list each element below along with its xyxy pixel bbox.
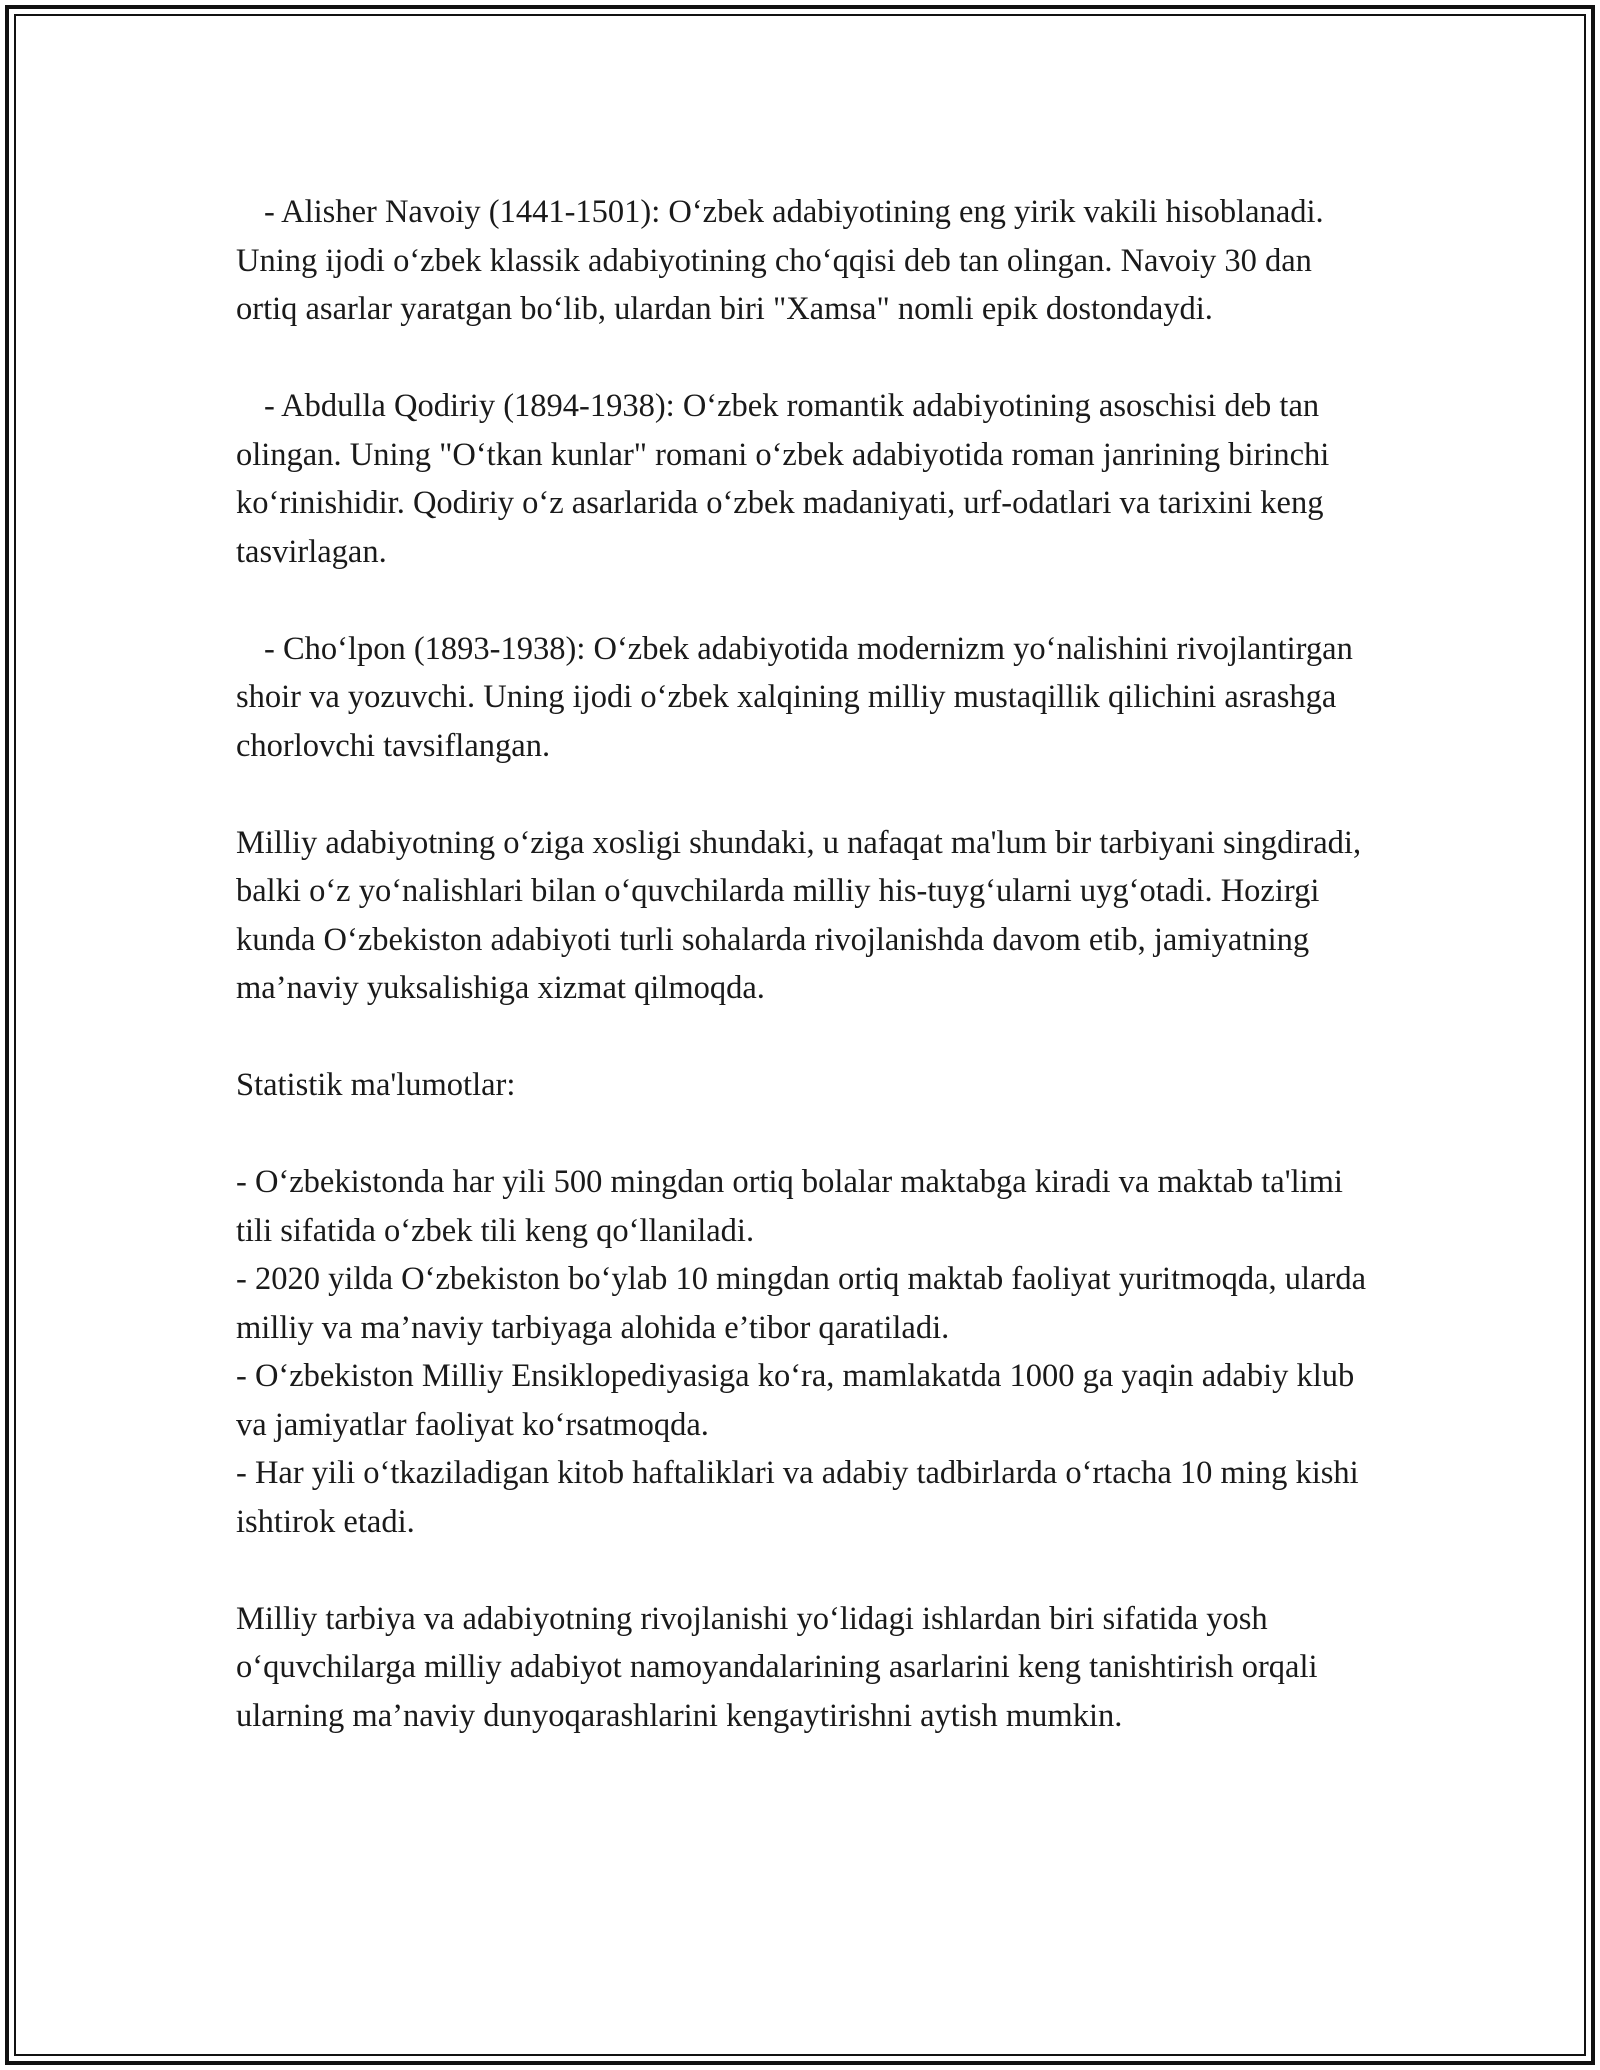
author-qodiriy: - Abdulla Qodiriy (1894-1938): O‘zbek romantik adabiyotining asoschisi deb tan olingan. Uning "O‘tkan kunlar" romani o‘zbek adabiyotida roman janrining birinchi ko‘rinishidir. Qodiriy o‘z asarlarida o‘zbek madaniyati, urf-odatlari va tarixini keng tasvirlagan. — [236, 388, 1338, 570]
author-cholpon: - Cho‘lpon (1893-1938): O‘zbek adabiyotida modernizm yo‘nalishini rivojlantirgan shoir va yozuvchi. Uning ijodi o‘zbek xalqining milliy mustaqillik qilichini asrashga chorlovchi tavsiflangan. — [236, 630, 1361, 764]
stat-item-maktab: - O‘zbekistonda har yili 500 mingdan ortiq bolalar maktabga kiradi va maktab ta'limi tili sifatida o‘zbek tili keng qo‘llaniladi. — [236, 1164, 1343, 1249]
document-body — [236, 188, 1376, 1789]
stats-heading: Statistik ma'lumotlar: — [236, 1067, 516, 1103]
paragraph-final: Milliy tarbiya va adabiyotning rivojlanishi yo‘lidagi ishlardan biri sifatida yosh o‘quvchilarga milliy adabiyot namoyandalarining asarlarini keng tanishtirish orqali ularning ma’naviy dunyoqarashlarini kengaytirishni aytish mumkin. — [236, 1600, 1326, 1734]
stats-list — [236, 1158, 1376, 1546]
stat-item-2020: - 2020 yilda O‘zbekiston bo‘ylab 10 mingdan ortiq maktab faoliyat yuritmoqda, ularda milliy va ma’naviy tarbiyaga alohida e’tibor qaratiladi. — [236, 1261, 1367, 1346]
stat-item-kitob-haftaliklari: - Har yili o‘tkaziladigan kitob haftaliklari va adabiy tadbirlarda o‘rtacha 10 ming kishi ishtirok etadi. — [236, 1455, 1359, 1540]
stat-item-ensiklopediya: - O‘zbekiston Milliy Ensiklopediyasiga ko‘ra, mamlakatda 1000 ga yaqin adabiy klub va jamiyatlar faoliyat ko‘rsatmoqda. — [236, 1358, 1355, 1443]
paragraph-milliy-adabiyot: Milliy adabiyotning o‘ziga xosligi shundaki, u nafaqat ma'lum bir tarbiyani singdiradi, balki o‘z yo‘nalishlari bilan o‘quvchilarda milliy his-tuyg‘ularni uyg‘otadi. Hozirgi kunda O‘zbekiston adabiyoti turli sohalarda rivojlanishda davom etib, jamiyatning ma’naviy yuksalishiga xizmat qilmoqda. — [236, 824, 1370, 1006]
author-navoiy: - Alisher Navoiy (1441-1501): O‘zbek adabiyotining eng yirik vakili hisoblanadi. Uning ijodi o‘zbek klassik adabiyotining cho‘qqisi deb tan olingan. Navoiy 30 dan ortiq asarlar yaratgan bo‘lib, ulardan biri "Xamsa" nomli epik dostondaydi. — [236, 194, 1332, 327]
